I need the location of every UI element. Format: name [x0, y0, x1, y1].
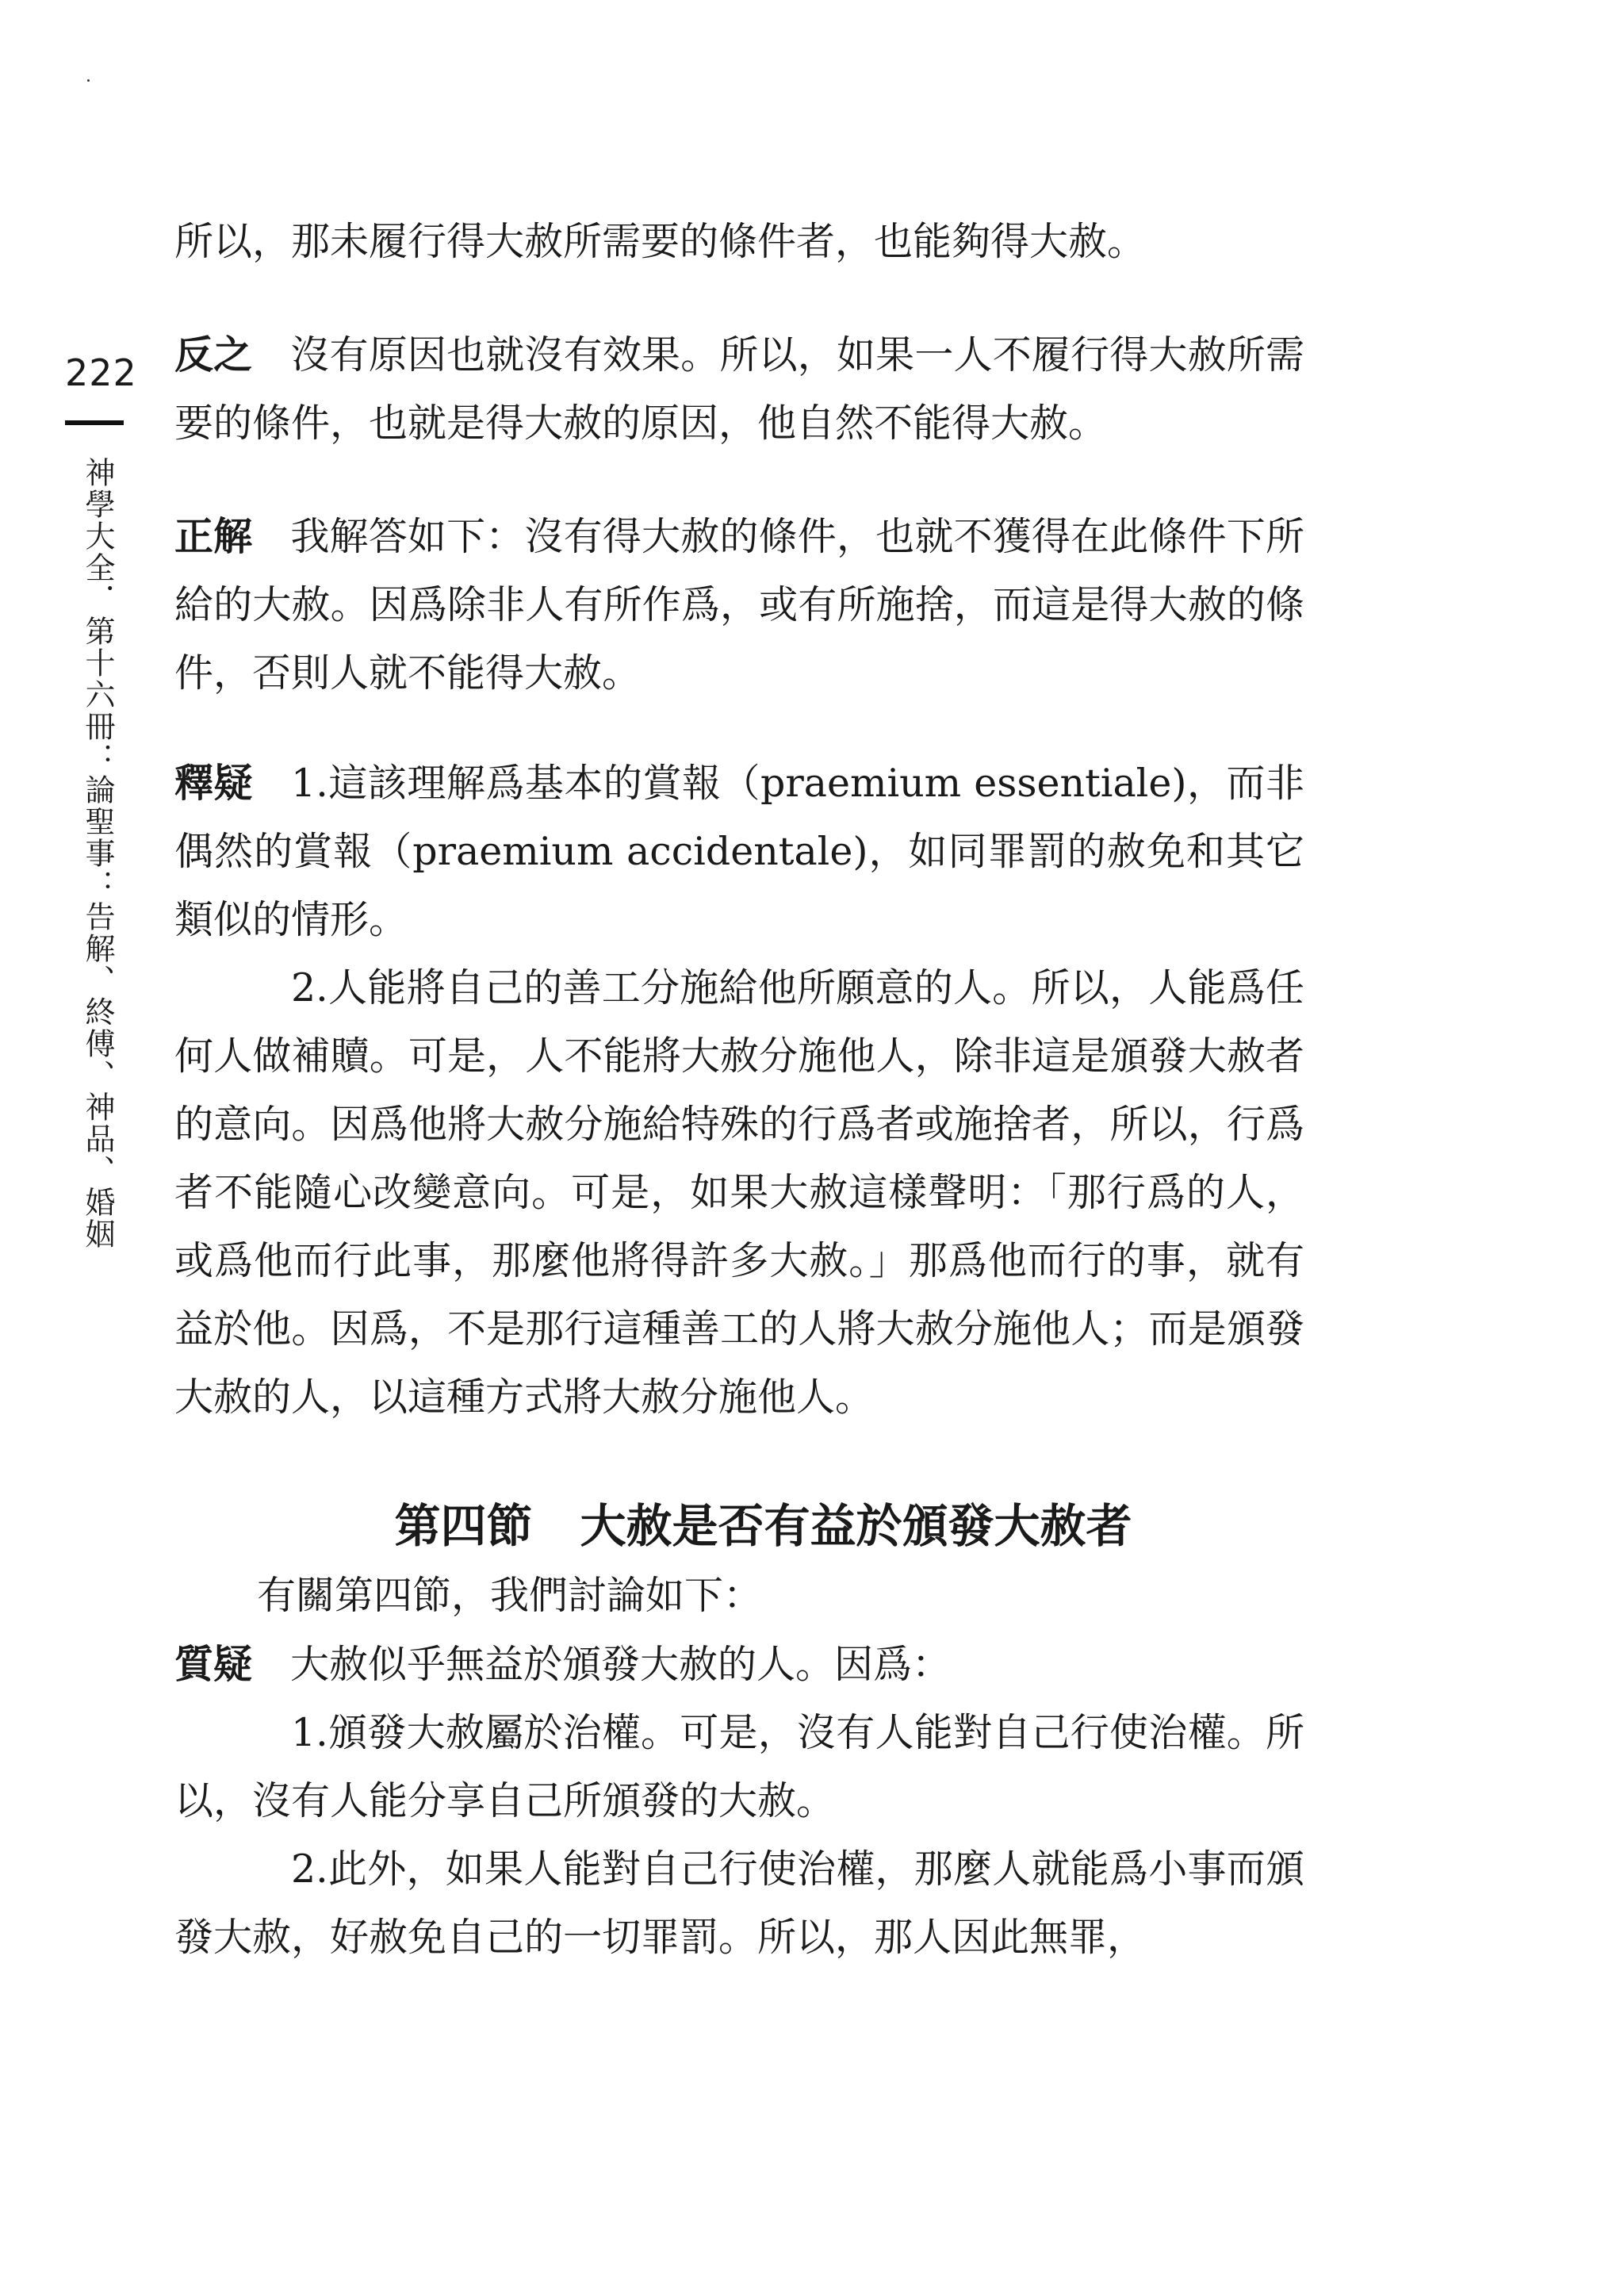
text-fanzhi: 沒有原因也就沒有效果。所以，如果一人不履行得大赦所需要的條件，也就是得大赦的原因，他自然不能得大赦。 — [174, 332, 1304, 446]
label-fanzhi: 反之 — [174, 332, 253, 378]
paragraph-zhiyi — [174, 1630, 1304, 1699]
scan-speck — [87, 79, 90, 82]
text-shiyi-1: 1.這該理解爲基本的賞報（praemium essentiale)，而非偶然的賞報（praemium accidentale)，如同罪罰的赦免和其它類似的情形。 — [174, 761, 1304, 942]
text-zhiyi: 大赦似乎無益於頒發大赦的人。因爲： — [290, 1642, 952, 1687]
section-heading — [174, 1490, 1304, 1562]
running-title: 神學大全．第十六冊：論聖事：告解、終傅、神品、婚姻 — [80, 457, 115, 1250]
paragraph-zhiyi-2: 2.此外，如果人能對自己行使治權，那麼人就能爲小事而頒發大赦，好赦免自己的一切罪罰。所以，那人因此無罪， — [174, 1846, 1304, 1960]
label-zhiyi: 質疑 — [174, 1641, 253, 1687]
text-zhengjie: 我解答如下：沒有得大赦的條件，也就不獲得在此條件下所給的大赦。因爲除非人有所作爲，或有所施捨，而這是得大赦的條件，否則人就不能得大赦。 — [174, 514, 1304, 696]
paragraph-shiyi-1 — [174, 749, 1304, 954]
section-title: 大赦是否有益於頒發大赦者 — [580, 1499, 1132, 1553]
paragraph-zhengjie — [174, 502, 1304, 707]
paragraph-zhiyi-1: 1.頒發大赦屬於治權。可是，沒有人能對自己行使治權。所以，沒有人能分享自己所頒發的大赦。 — [174, 1710, 1304, 1823]
page-number-rule — [65, 420, 124, 425]
paragraph-fanzhi — [174, 320, 1304, 458]
paragraph-shiyi-2: 2.人能將自己的善工分施給他所願意的人。所以，人能爲任何人做補贖。可是，人不能將大赦分施他人，除非這是頒發大赦者的意向。因爲他將大赦分施給特殊的行爲者或施捨者，所以，行爲者不能隨心改變意向。可是，如果大赦這樣聲明：「那行爲的人，或爲他而行此事，那麼他將得許多大赦。」那爲他而行的事，就有益於他。因爲，不是那行這種善工的人將大赦分施他人；而是頒發大赦的人，以這種方式將大赦分施他人。 — [174, 965, 1304, 1420]
label-shiyi: 釋疑 — [174, 760, 254, 806]
paragraph-first: 所以，那未履行得大赦所需要的條件者，也能夠得大赦。 — [174, 219, 1147, 264]
section-intro: 有關第四節，我們討論如下： — [257, 1573, 763, 1618]
page-number: 222 — [65, 351, 137, 394]
page-body — [174, 208, 1304, 1972]
label-zhengjie: 正解 — [174, 513, 253, 559]
section-number: 第四節 — [394, 1499, 533, 1553]
